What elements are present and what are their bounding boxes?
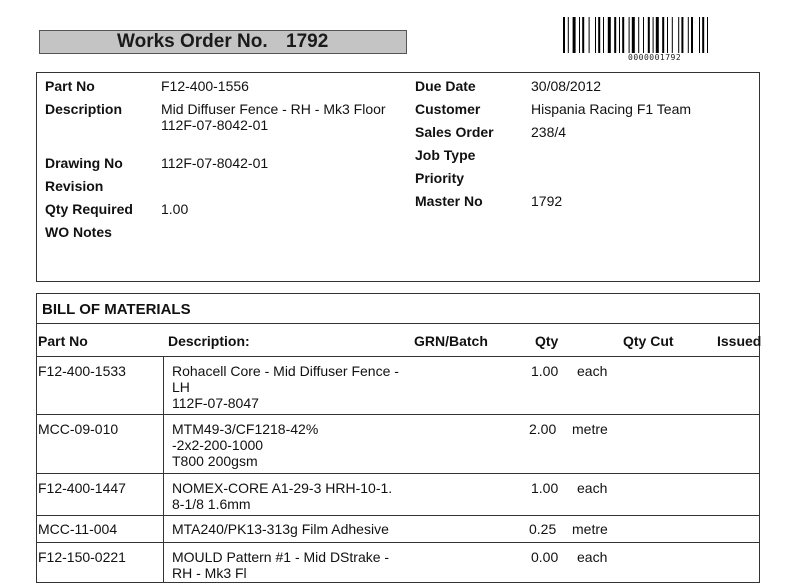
row5-desc-line2: RH - Mk3 Fl [172,565,247,581]
col-qty-cut: Qty Cut [623,333,674,349]
barcode-icon [562,17,757,53]
row1-divider [36,414,760,415]
job-type-label: Job Type [415,147,476,163]
row1-description [172,363,402,411]
bom-title-divider [36,323,760,324]
bom-title: BILL OF MATERIALS [42,301,191,318]
row2-desc-line1: MTM49-3/CF1218-42% [172,421,319,437]
part-no-label: Part No [45,78,95,94]
row1-qty: 1.00 [531,363,559,379]
description-label: Description [45,101,123,117]
row4-desc-line1: MTA240/PK13-313g Film Adhesive [172,521,389,537]
col-issued: Issued [717,333,762,349]
row5-desc-line1: MOULD Pattern #1 - Mid DStrake - [172,549,390,565]
barcode-text: 0000001792 [628,53,682,62]
row1-unit: each [577,363,608,379]
due-date-label: Due Date [415,78,476,94]
row2-part-no: MCC-09-010 [38,421,119,437]
col-qty: Qty [535,333,559,349]
master-no-label: Master No [415,193,483,209]
row3-qty: 1.00 [531,480,559,496]
row4-part-no: MCC-11-004 [38,521,118,537]
row2-desc-line3: T800 200gsm [172,453,258,469]
row-divider-vertical [163,414,164,473]
customer-value: Hispania Racing F1 Team [531,101,692,117]
row5-unit: each [577,549,608,565]
master-no-value: 1792 [531,193,563,209]
drawing-no-value: 112F-07-8042-01 [161,155,269,171]
row5-description [172,549,402,581]
drawing-no-label: Drawing No [45,155,123,171]
priority-label: Priority [415,170,465,186]
qty-required-label: Qty Required [45,201,133,217]
due-date-value: 30/08/2012 [531,78,602,94]
row2-divider [36,473,760,474]
description-line1: Mid Diffuser Fence - RH - Mk3 Floor [161,101,386,117]
row1-desc-line1: Rohacell Core - Mid Diffuser Fence - [172,363,399,379]
row2-unit: metre [572,421,608,437]
sales-order-value: 238/4 [531,124,567,140]
row-divider-vertical [163,515,164,542]
bom-header-divider [36,356,760,357]
row3-unit: each [577,480,608,496]
row3-divider [36,515,760,516]
works-order-number: 1792 [286,31,329,52]
customer-label: Customer [415,101,481,117]
row-divider-vertical [163,473,164,515]
row4-description [172,521,402,537]
row1-desc-line2: LH [172,379,190,395]
row2-qty: 2.00 [529,421,557,437]
col-part-no: Part No [38,333,88,349]
col-grn-batch: GRN/Batch [414,333,488,349]
row2-desc-line2: -2x2-200-1000 [172,437,264,453]
row3-desc-line2: 8-1/8 1.6mm [172,496,251,512]
wo-notes-label: WO Notes [45,224,112,240]
row5-qty: 0.00 [531,549,559,565]
row4-qty: 0.25 [529,521,557,537]
sales-order-label: Sales Order [415,124,494,140]
row2-description [172,421,402,469]
works-order-label: Works Order No. [117,31,268,52]
row3-desc-line1: NOMEX-CORE A1-29-3 HRH-10-1. [172,480,393,496]
row3-part-no: F12-400-1447 [38,480,126,496]
part-no-value: F12-400-1556 [161,78,249,94]
description-line2: 112F-07-8042-01 [161,117,269,133]
row1-desc-line3: 112F-07-8047 [172,395,259,411]
revision-label: Revision [45,178,104,194]
qty-required-value: 1.00 [161,201,189,217]
row-divider-vertical [163,356,164,414]
row-divider-vertical [163,542,164,582]
row4-divider [36,542,760,543]
row5-part-no: F12-150-0221 [38,549,126,565]
col-description: Description: [168,333,250,349]
row3-description [172,480,402,512]
row1-part-no: F12-400-1533 [38,363,126,379]
row4-unit: metre [572,521,608,537]
